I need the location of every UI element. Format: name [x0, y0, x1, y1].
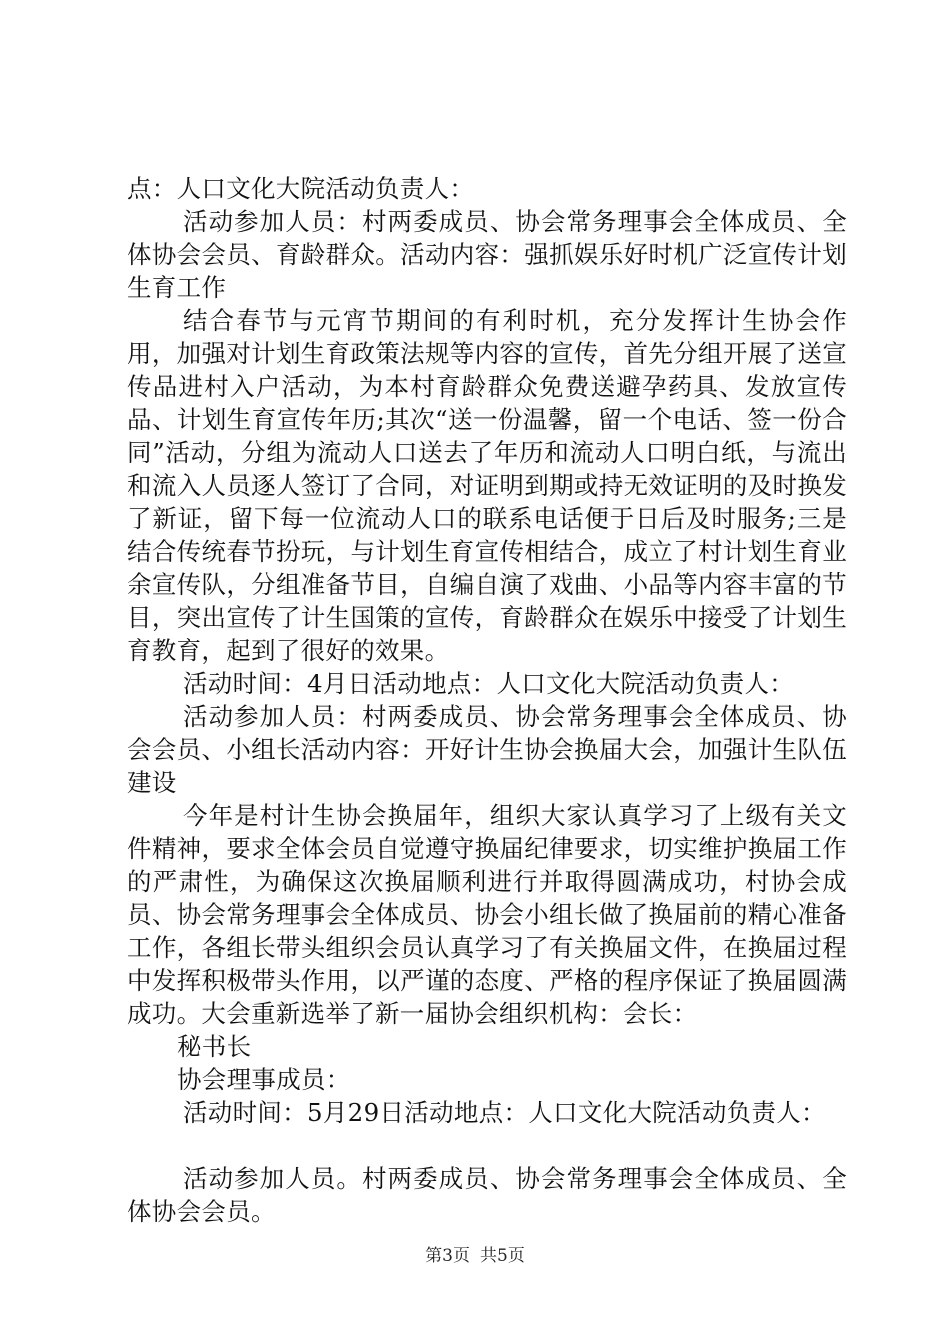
paragraph-council-members: 协会理事成员： — [177, 1065, 351, 1094]
document-body — [127, 172, 847, 1228]
paragraph-secretary-general: 秘书长 — [177, 1032, 252, 1061]
paragraph-activity-time-may: 活动时间：5月29日活动地点：人口文化大院活动负责人： — [183, 1098, 826, 1127]
paragraph-participants-1: 活动参加人员：村两委成员、协会常务理事会全体成员、全体协会会员、育龄群众。活动内容：强抓娱乐好时机广泛宣传计划生育工作 — [127, 207, 847, 302]
paragraph-participants-2: 活动参加人员：村两委成员、协会常务理事会全体成员、协会会员、小组长活动内容：开好计生协会换届大会，加强计生队伍建设 — [127, 702, 847, 797]
paragraph-location-line: 点：人口文化大院活动负责人： — [127, 174, 475, 203]
paragraph-participants-3: 活动参加人员。村两委成员、协会常务理事会全体成员、全体协会会员。 — [127, 1164, 847, 1226]
paragraph-election: 今年是村计生协会换届年，组织大家认真学习了上级有关文件精神，要求全体会员自觉遵守换届纪律要求，切实维护换届工作的严肃性，为确保这次换届顺利进行并取得圆满成功，村协会成员、协会常务理事会全体成员、协会小组长做了换届前的精心准备工作，各组长带头组织会员认真学习了有关换届文件，在换届过程中发挥积极带头作用，以严谨的态度、严格的程序保证了换届圆满成功。大会重新选举了新一届协会组织机构：会长： — [127, 801, 847, 1028]
page-total: 共5页 — [480, 1246, 525, 1266]
paragraph-activity-time-april: 活动时间：4月日活动地点：人口文化大院活动负责人： — [183, 669, 795, 698]
page-number: 第3页 — [425, 1246, 470, 1266]
page-footer — [0, 1245, 950, 1267]
paragraph-spring-festival-publicity: 结合春节与元宵节期间的有利时机，充分发挥计生协会作用，加强对计划生育政策法规等内容的宣传，首先分组开展了送宣传品进村入户活动，为本村育龄群众免费送避孕药具、发放宣传品、计划生育宣传年历;其次“送一份温馨，留一个电话、签一份合同”活动，分组为流动人口送去了年历和流动人口明白纸，与流出和流入人员逐人签订了合同，对证明到期或持无效证明的及时换发了新证，留下每一位流动人口的联系电话便于日后及时服务;三是结合传统春节扮玩，与计划生育宣传相结合，成立了村计划生育业余宣传队，分组准备节目，自编自演了戏曲、小品等内容丰富的节目，突出宣传了计生国策的宣传，育龄群众在娱乐中接受了计划生育教育，起到了很好的效果。 — [127, 306, 847, 665]
